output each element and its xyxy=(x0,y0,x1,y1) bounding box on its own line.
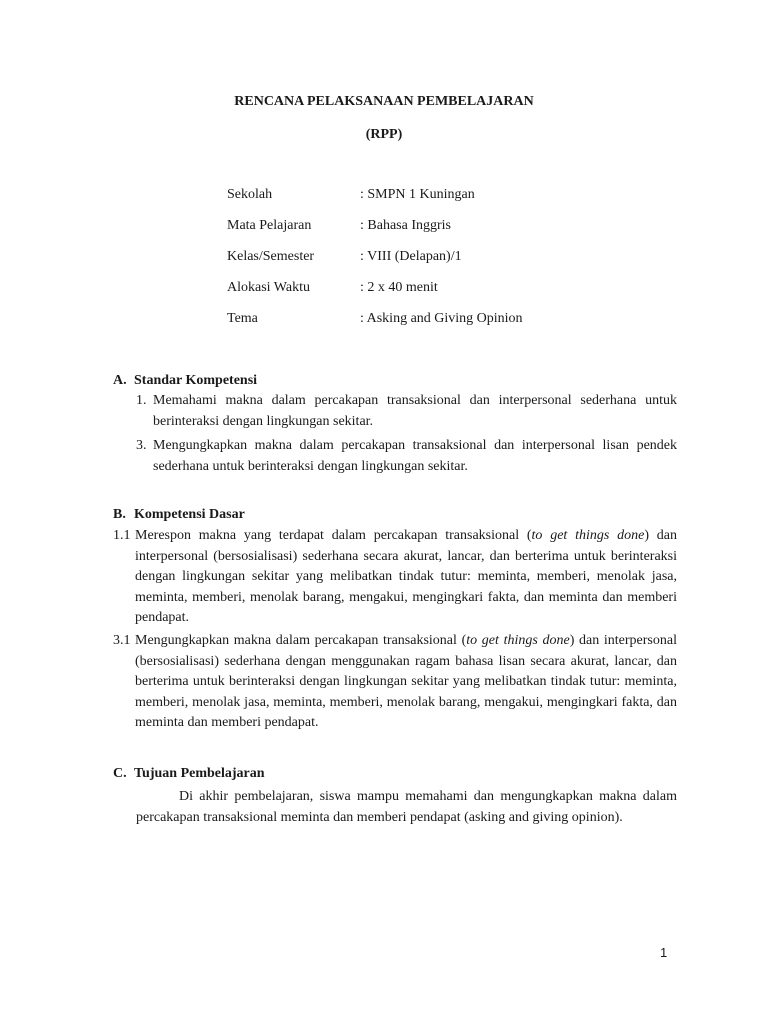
section-a-heading xyxy=(113,371,257,392)
identity-value: : Asking and Giving Opinion xyxy=(360,311,523,326)
identity-label: Alokasi Waktu xyxy=(227,280,310,295)
section-title: Kompetensi Dasar xyxy=(134,507,245,522)
item-text-part: ) dan interpersonal (bersosialisasi) sederhana secara akurat, lancar, dan berterima untuk berinteraksi dengan lingkungan sekitar yang melibatkan tindak tutur: meminta, memberi, menolak jasa, meminta, memberi, menolak barang, mengakui, mengingkari fakta, dan meminta dan memberi pendapat. xyxy=(135,528,677,625)
section-title: Tujuan Pembelajaran xyxy=(134,766,265,781)
item-text-part: Mengungkapkan makna dalam percakapan transaksional ( xyxy=(135,633,467,648)
document-subtitle: (RPP) xyxy=(365,127,403,142)
item-text-italic: to get things done xyxy=(466,633,570,648)
identity-value: : Bahasa Inggris xyxy=(360,218,451,233)
document-title: RENCANA PELAKSANAAN PEMBELAJARAN xyxy=(234,94,534,109)
list-item xyxy=(113,631,677,734)
item-text: Mengungkapkan makna dalam percakapan transaksional dan interpersonal lisan pendek sederhana untuk berinteraksi dengan lingkungan sekitar. xyxy=(153,438,677,474)
list-item xyxy=(113,526,677,629)
item-number: 3. xyxy=(136,438,147,453)
identity-label: Sekolah xyxy=(227,187,273,202)
item-number: 1. xyxy=(136,393,147,408)
identity-label: Mata Pelajaran xyxy=(227,218,312,233)
identity-label: Tema xyxy=(227,311,258,326)
section-letter: B. xyxy=(113,507,126,522)
section-c-heading xyxy=(113,764,265,785)
section-b-heading xyxy=(113,505,245,526)
item-text-italic: to get things done xyxy=(531,528,645,543)
list-item xyxy=(136,391,677,432)
item-text xyxy=(135,631,677,734)
section-letter: A. xyxy=(113,373,127,388)
section-c-paragraph: Di akhir pembelajaran, siswa mampu memahami dan mengungkapkan makna dalam percakapan transaksional meminta dan memberi pendapat (asking and giving opinion). xyxy=(136,789,677,825)
list-item xyxy=(136,436,677,477)
item-text: Memahami makna dalam percakapan transaksional dan interpersonal sederhana untuk berinteraksi dengan lingkungan sekitar. xyxy=(153,393,677,429)
identity-value: : SMPN 1 Kuningan xyxy=(360,187,475,202)
item-text xyxy=(135,526,677,629)
identity-value: : VIII (Delapan)/1 xyxy=(360,249,462,264)
page-number: 1 xyxy=(660,945,668,960)
item-number: 3.1 xyxy=(113,633,131,648)
identity-value: : 2 x 40 menit xyxy=(360,280,438,295)
section-title: Standar Kompetensi xyxy=(134,373,258,388)
item-number: 1.1 xyxy=(113,528,131,543)
identity-label: Kelas/Semester xyxy=(227,249,315,264)
section-letter: C. xyxy=(113,766,127,781)
item-text-part: Merespon makna yang terdapat dalam percakapan transaksional ( xyxy=(135,528,532,543)
item-text-part: ) dan interpersonal (bersosialisasi) sederhana dengan menggunakan ragam bahasa lisan secara akurat, lancar, dan berterima untuk berinteraksi dengan lingkungan sekitar yang melibatkan tindak tutur: meminta, memberi, menolak jasa, meminta, memberi, menolak barang, mengakui, mengingkari fakta, dan meminta dan memberi pendapat. xyxy=(135,633,677,730)
